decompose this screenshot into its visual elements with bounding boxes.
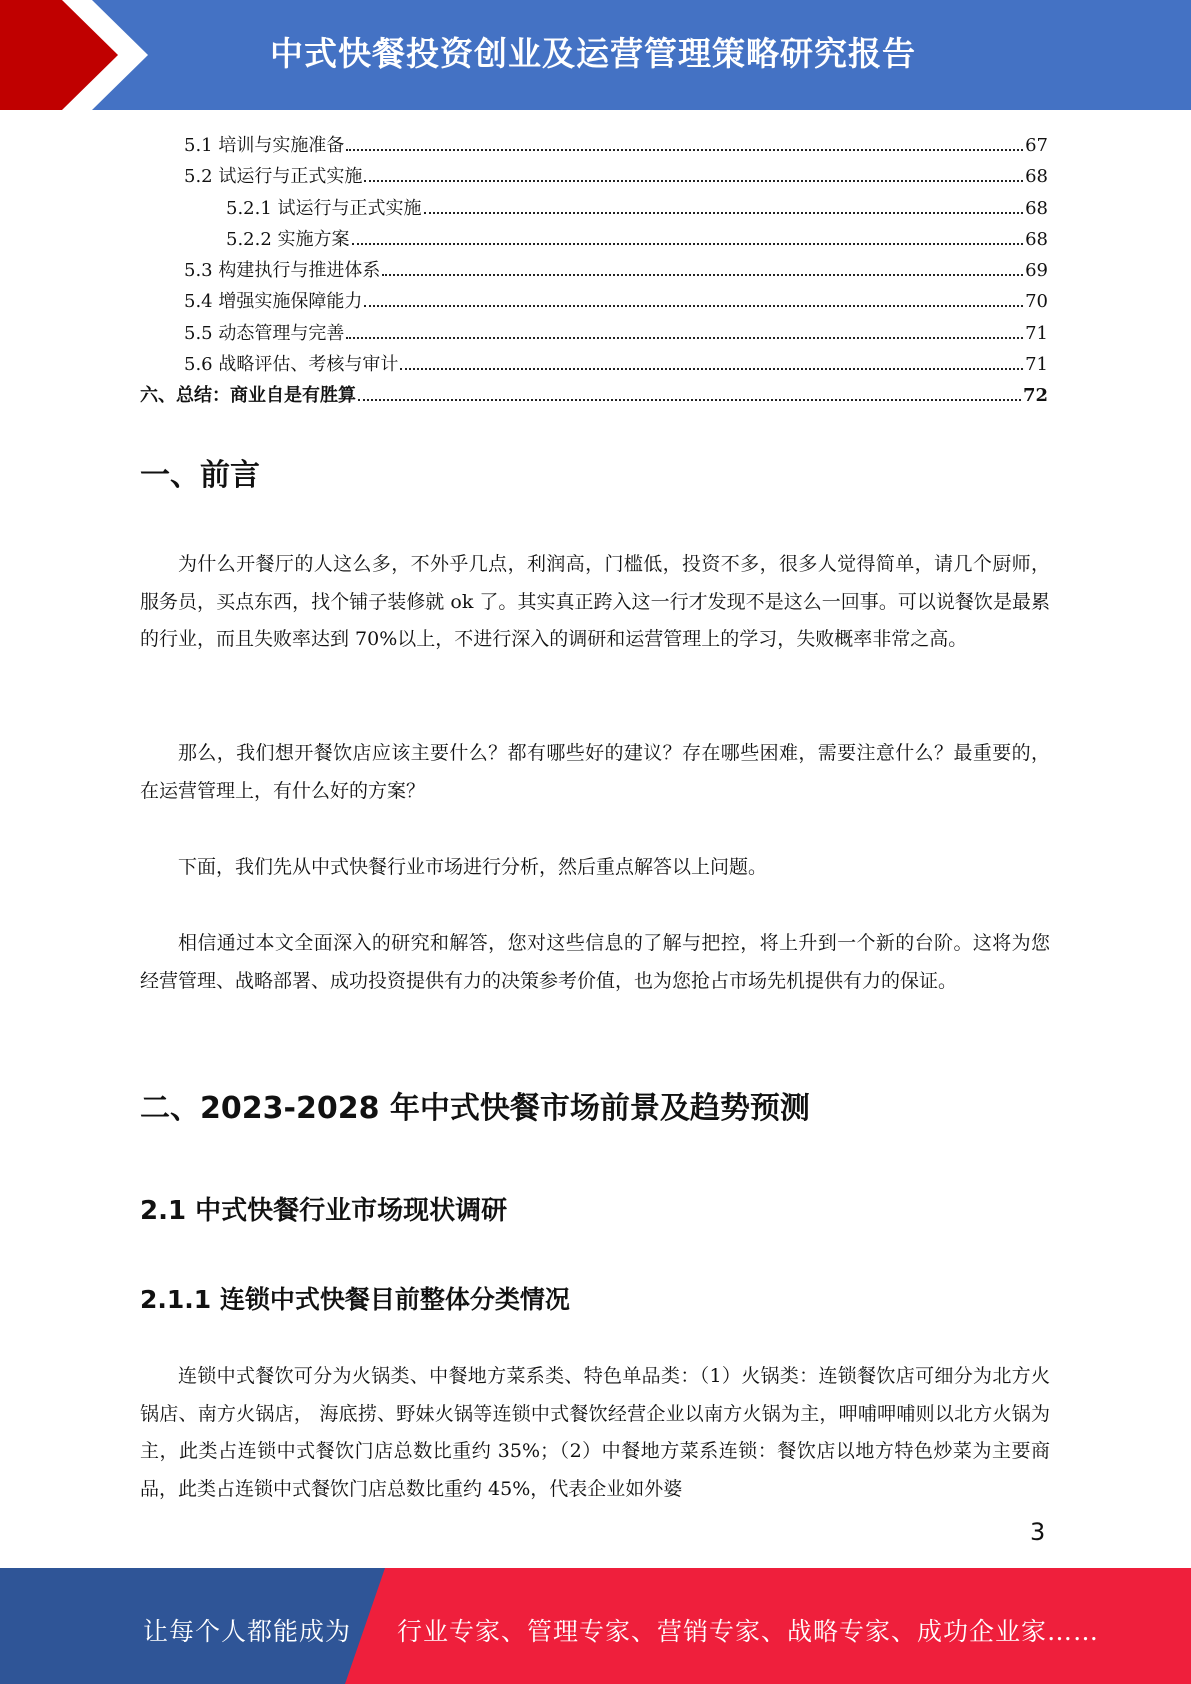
toc-entry-label: 5.2 试运行与正式实施 (184, 166, 363, 188)
toc-entry[interactable] (140, 380, 1048, 411)
toc-dot-leader (364, 305, 1023, 307)
toc-entry-label: 六、总结：商业自是有胜算 (140, 385, 356, 407)
report-title: 中式快餐投资创业及运营管理策略研究报告 (270, 34, 916, 73)
toc-entry-page: 68 (1025, 228, 1048, 250)
red-chevron-decoration (0, 0, 160, 110)
toc-entry[interactable] (140, 193, 1048, 224)
toc-entry-page: 71 (1025, 354, 1048, 376)
toc-entry-label: 5.6 战略评估、考核与审计 (184, 354, 399, 376)
preface-paragraph-2: 那么，我们想开餐饮店应该主要什么？都有哪些好的建议？存在哪些困难，需要注意什么？最重要的，在运营管理上，有什么好的方案？ (140, 742, 1050, 802)
toc-entry-label: 5.5 动态管理与完善 (184, 322, 345, 344)
toc-entry[interactable] (140, 130, 1048, 161)
toc-entry-page: 72 (1022, 385, 1048, 407)
toc-entry-page: 69 (1025, 260, 1048, 282)
toc-dot-leader (346, 149, 1023, 151)
toc-entry-label: 5.2.2 实施方案 (226, 228, 350, 250)
toc-dot-leader (424, 212, 1024, 214)
toc-entry-page: 68 (1025, 166, 1048, 188)
table-of-contents (140, 130, 1048, 412)
page-header (0, 0, 1191, 110)
toc-dot-leader (346, 337, 1023, 339)
section-heading-market-outlook: 二、2023-2028 年中式快餐市场前景及趋势预测 (140, 1091, 810, 1126)
toc-entry[interactable] (140, 349, 1048, 380)
toc-entry-page: 67 (1025, 135, 1048, 156)
preface-paragraph-4: 相信通过本文全面深入的研究和解答，您对这些信息的了解与把控，将上升到一个新的台阶。这将为您经营管理、战略部署、成功投资提供有力的决策参考价值，也为您抢占市场先机提供有力的保证。 (140, 932, 1050, 992)
toc-entry-page: 71 (1025, 322, 1048, 344)
classification-paragraph: 连锁中式餐饮可分为火锅类、中餐地方菜系类、特色单品类：（1）火锅类：连锁餐饮店可细分为北方火锅店、南方火锅店， 海底捞、野妹火锅等连锁中式餐饮经营企业以南方火锅为主，呷哺呷哺则以北方火锅为主，此类占连锁中式餐饮门店总数比重约 35%；（2）中餐地方菜系连锁：餐饮店以地方特色炒菜为主要商品，此类占连锁中式餐饮门店总数比重约 45%，代表企业如外婆 (140, 1365, 1050, 1500)
toc-dot-leader (352, 243, 1024, 245)
section-heading-preface: 一、前言 (140, 458, 260, 493)
preface-paragraph-3: 下面，我们先从中式快餐行业市场进行分析，然后重点解答以上问题。 (178, 856, 768, 878)
toc-entry[interactable] (140, 161, 1048, 192)
toc-dot-leader (358, 399, 1021, 401)
toc-dot-leader (364, 180, 1023, 182)
toc-entry[interactable] (140, 224, 1048, 255)
subsection-heading-2-1-1: 2.1.1 连锁中式快餐目前整体分类情况 (140, 1285, 570, 1314)
toc-entry-label: 5.4 增强实施保障能力 (184, 291, 363, 313)
toc-dot-leader (400, 368, 1023, 370)
page-number: 3 (1030, 1518, 1046, 1546)
toc-entry[interactable] (140, 255, 1048, 286)
footer-slogan-right: 行业专家、管理专家、营销专家、战略专家、成功企业家…… (397, 1617, 1100, 1646)
toc-entry-label: 5.1 培训与实施准备 (184, 135, 345, 156)
toc-entry-label: 5.2.1 试运行与正式实施 (226, 197, 422, 219)
toc-entry-label: 5.3 构建执行与推进体系 (184, 260, 381, 282)
toc-entry-page: 68 (1025, 197, 1048, 219)
toc-dot-leader (382, 274, 1023, 276)
subsection-heading-2-1: 2.1 中式快餐行业市场现状调研 (140, 1196, 508, 1226)
footer-slogan-left: 让每个人都能成为 (143, 1617, 352, 1646)
toc-entry[interactable] (140, 286, 1048, 317)
toc-entry[interactable] (140, 318, 1048, 349)
toc-entry-page: 70 (1025, 291, 1048, 313)
page-footer (0, 1568, 1191, 1684)
preface-paragraph-1: 为什么开餐厅的人这么多，不外乎几点，利润高，门槛低，投资不多，很多人觉得简单，请几个厨师，服务员，买点东西，找个铺子装修就 ok 了。其实真正跨入这一行才发现不是这么一回事。可以说餐饮是最累的行业，而且失败率达到 70%以上，不进行深入的调研和运营管理上的学习，失败概率非常之高。 (140, 553, 1050, 650)
